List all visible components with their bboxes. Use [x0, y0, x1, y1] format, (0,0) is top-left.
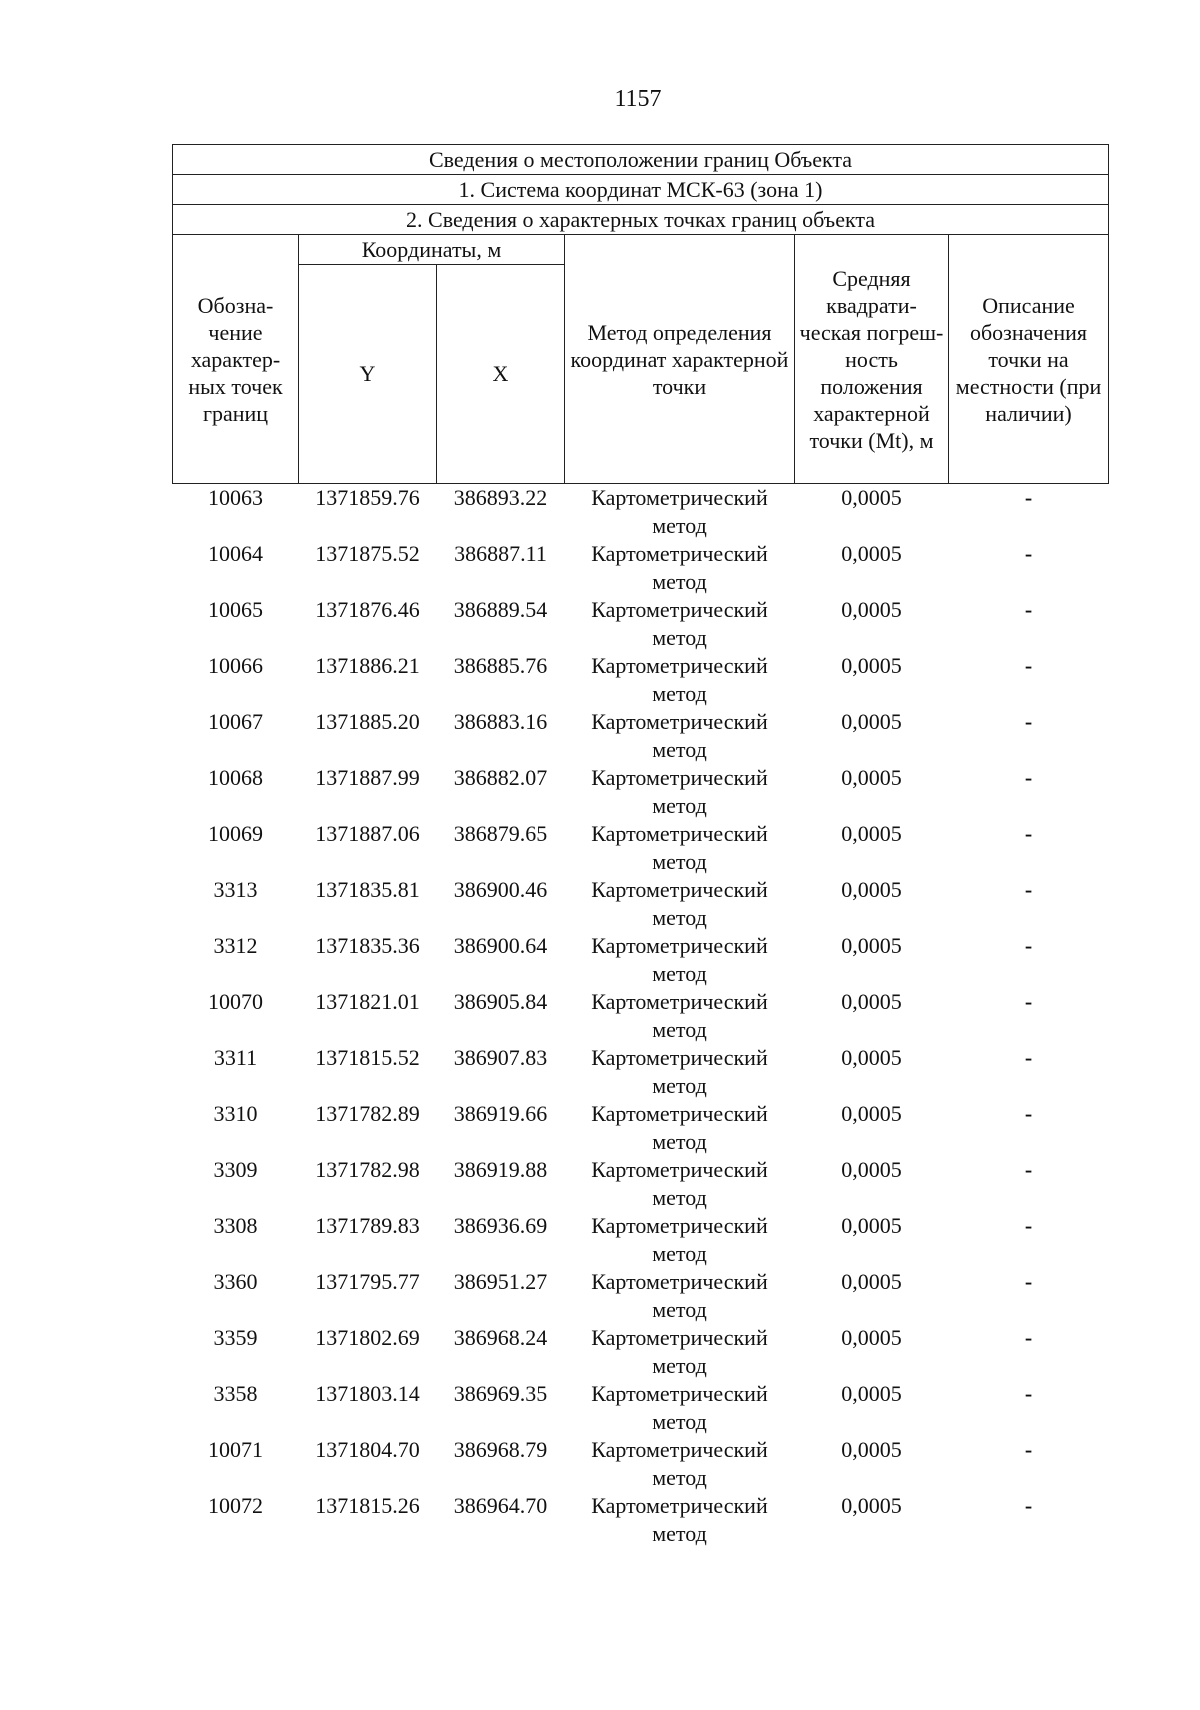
method-line-1: Картометрический	[591, 1437, 768, 1462]
method-cell	[565, 876, 795, 932]
y-coordinate-cell: 1371803.14	[315, 1381, 420, 1406]
method-line-2: метод	[652, 1017, 707, 1042]
point-designation-cell: 3311	[213, 1045, 258, 1070]
table-title: Сведения о местоположении границ Объекта	[173, 145, 1109, 175]
method-line-1: Картометрический	[591, 877, 768, 902]
description-cell: -	[1024, 1493, 1033, 1518]
boundary-points-table	[172, 144, 1109, 1548]
rms-error-cell: 0,0005	[841, 1045, 902, 1070]
description-cell: -	[1024, 653, 1033, 678]
table-row	[173, 484, 1109, 541]
y-coordinate-cell: 1371835.36	[315, 933, 420, 958]
rms-error-cell: 0,0005	[841, 765, 902, 790]
point-designation-cell: 10064	[208, 541, 263, 566]
y-coordinate-cell: 1371782.89	[315, 1101, 420, 1126]
rms-error-cell: 0,0005	[841, 1381, 902, 1406]
x-coordinate-cell: 386951.27	[453, 1269, 548, 1294]
table-row	[173, 1156, 1109, 1212]
x-coordinate-cell: 386893.22	[453, 485, 548, 510]
header-point-designation: Обозна- чение характер- ных точек границ	[173, 235, 299, 484]
rms-error-cell: 0,0005	[841, 1157, 902, 1182]
table-row	[173, 1380, 1109, 1436]
point-designation-cell: 10066	[208, 653, 263, 678]
y-coordinate-cell: 1371815.52	[315, 1045, 420, 1070]
method-line-1: Картометрический	[591, 1381, 768, 1406]
point-designation-cell: 3308	[213, 1213, 258, 1238]
method-line-2: метод	[652, 1465, 707, 1490]
method-line-1: Картометрический	[591, 653, 768, 678]
method-line-1: Картометрический	[591, 1325, 768, 1350]
method-line-2: метод	[652, 1129, 707, 1154]
method-line-1: Картометрический	[591, 933, 768, 958]
point-designation-cell: 3312	[213, 933, 258, 958]
y-coordinate-cell: 1371795.77	[315, 1269, 420, 1294]
x-coordinate-cell: 386969.35	[453, 1381, 548, 1406]
method-line-1: Картометрический	[591, 541, 768, 566]
method-line-2: метод	[652, 961, 707, 986]
table-row	[173, 596, 1109, 652]
description-cell: -	[1024, 1381, 1033, 1406]
x-coordinate-cell: 386907.83	[453, 1045, 548, 1070]
rms-error-cell: 0,0005	[841, 1437, 902, 1462]
point-designation-cell: 3313	[213, 877, 258, 902]
method-cell	[565, 988, 795, 1044]
y-coordinate-cell: 1371815.26	[315, 1493, 420, 1518]
method-line-2: метод	[652, 1241, 707, 1266]
table-row	[173, 1212, 1109, 1268]
method-line-1: Картометрический	[591, 597, 768, 622]
rms-error-cell: 0,0005	[841, 709, 902, 734]
x-coordinate-cell: 386919.66	[453, 1101, 548, 1126]
table-row	[173, 932, 1109, 988]
y-coordinate-cell: 1371835.81	[315, 877, 420, 902]
header-y: Y	[299, 265, 437, 484]
description-cell: -	[1024, 1213, 1033, 1238]
coordinate-system-heading: 1. Система координат МСК-63 (зона 1)	[173, 175, 1109, 205]
method-cell	[565, 1212, 795, 1268]
y-coordinate-cell: 1371802.69	[315, 1325, 420, 1350]
method-cell	[565, 1100, 795, 1156]
description-cell: -	[1024, 541, 1033, 566]
table-row	[173, 1100, 1109, 1156]
method-line-1: Картометрический	[591, 709, 768, 734]
x-coordinate-cell: 386919.88	[453, 1157, 548, 1182]
method-cell	[565, 540, 795, 596]
method-line-2: метод	[652, 569, 707, 594]
method-line-2: метод	[652, 1073, 707, 1098]
y-coordinate-cell: 1371804.70	[315, 1437, 420, 1462]
method-line-1: Картометрический	[591, 1213, 768, 1238]
y-coordinate-cell: 1371875.52	[315, 541, 420, 566]
table-row	[173, 876, 1109, 932]
method-line-1: Картометрический	[591, 1045, 768, 1070]
table-header	[173, 145, 1109, 484]
description-cell: -	[1024, 1045, 1033, 1070]
rms-error-cell: 0,0005	[841, 933, 902, 958]
point-designation-cell: 10063	[208, 485, 263, 510]
y-coordinate-cell: 1371876.46	[315, 597, 420, 622]
rms-error-cell: 0,0005	[841, 653, 902, 678]
x-coordinate-cell: 386900.64	[453, 933, 548, 958]
point-designation-cell: 3360	[213, 1269, 258, 1294]
method-line-1: Картометрический	[591, 1101, 768, 1126]
method-line-2: метод	[652, 849, 707, 874]
point-designation-cell: 3358	[213, 1381, 258, 1406]
description-cell: -	[1024, 821, 1033, 846]
method-cell	[565, 932, 795, 988]
point-designation-cell: 10070	[208, 989, 263, 1014]
method-cell	[565, 820, 795, 876]
table-row	[173, 764, 1109, 820]
y-coordinate-cell: 1371782.98	[315, 1157, 420, 1182]
x-coordinate-cell: 386882.07	[453, 765, 548, 790]
description-cell: -	[1024, 597, 1033, 622]
x-coordinate-cell: 386905.84	[453, 989, 548, 1014]
header-rms-error: Средняя квадрати- ческая погреш- ность положения характерной точки (Mt), м	[795, 235, 949, 484]
method-cell	[565, 1156, 795, 1212]
x-coordinate-cell: 386964.70	[453, 1493, 548, 1518]
method-cell	[565, 1492, 795, 1548]
rms-error-cell: 0,0005	[841, 485, 902, 510]
method-line-1: Картометрический	[591, 485, 768, 510]
table-row	[173, 1044, 1109, 1100]
method-cell	[565, 652, 795, 708]
point-designation-cell: 10067	[208, 709, 263, 734]
x-coordinate-cell: 386968.24	[453, 1325, 548, 1350]
description-cell: -	[1024, 765, 1033, 790]
method-cell	[565, 1324, 795, 1380]
method-line-2: метод	[652, 1353, 707, 1378]
method-cell	[565, 596, 795, 652]
x-coordinate-cell: 386883.16	[453, 709, 548, 734]
rms-error-cell: 0,0005	[841, 541, 902, 566]
description-cell: -	[1024, 1269, 1033, 1294]
table-row	[173, 652, 1109, 708]
method-line-1: Картометрический	[591, 1269, 768, 1294]
method-line-2: метод	[652, 737, 707, 762]
rms-error-cell: 0,0005	[841, 821, 902, 846]
y-coordinate-cell: 1371887.99	[315, 765, 420, 790]
method-cell	[565, 764, 795, 820]
table-row	[173, 820, 1109, 876]
rms-error-cell: 0,0005	[841, 989, 902, 1014]
method-cell	[565, 1380, 795, 1436]
table-row	[173, 1268, 1109, 1324]
rms-error-cell: 0,0005	[841, 1101, 902, 1126]
method-cell	[565, 484, 795, 541]
description-cell: -	[1024, 709, 1033, 734]
y-coordinate-cell: 1371859.76	[315, 485, 420, 510]
description-cell: -	[1024, 989, 1033, 1014]
header-method: Метод определения координат характерной точки	[565, 235, 795, 484]
method-line-2: метод	[652, 793, 707, 818]
y-coordinate-cell: 1371886.21	[315, 653, 420, 678]
y-coordinate-cell: 1371885.20	[315, 709, 420, 734]
y-coordinate-cell: 1371887.06	[315, 821, 420, 846]
point-designation-cell: 3359	[213, 1325, 258, 1350]
rms-error-cell: 0,0005	[841, 1493, 902, 1518]
method-line-2: метод	[652, 513, 707, 538]
rms-error-cell: 0,0005	[841, 1325, 902, 1350]
table-row	[173, 540, 1109, 596]
x-coordinate-cell: 386887.11	[454, 541, 547, 566]
method-line-2: метод	[652, 625, 707, 650]
method-line-2: метод	[652, 1521, 707, 1546]
table-row	[173, 1436, 1109, 1492]
description-cell: -	[1024, 1325, 1033, 1350]
method-line-2: метод	[652, 1185, 707, 1210]
point-designation-cell: 10069	[208, 821, 263, 846]
y-coordinate-cell: 1371821.01	[315, 989, 420, 1014]
point-designation-cell: 10071	[208, 1437, 263, 1462]
method-cell	[565, 1268, 795, 1324]
method-line-1: Картометрический	[591, 989, 768, 1014]
point-designation-cell: 3309	[213, 1157, 258, 1182]
method-line-2: метод	[652, 681, 707, 706]
description-cell: -	[1024, 485, 1033, 510]
rms-error-cell: 0,0005	[841, 1269, 902, 1294]
description-cell: -	[1024, 933, 1033, 958]
x-coordinate-cell: 386968.79	[453, 1437, 548, 1462]
point-designation-cell: 10072	[208, 1493, 263, 1518]
table-row	[173, 1492, 1109, 1548]
rms-error-cell: 0,0005	[841, 597, 902, 622]
header-coordinates-group: Координаты, м	[299, 235, 565, 265]
rms-error-cell: 0,0005	[841, 877, 902, 902]
header-x: X	[437, 265, 565, 484]
method-line-1: Картометрический	[591, 765, 768, 790]
method-cell	[565, 1436, 795, 1492]
table-row	[173, 1324, 1109, 1380]
method-line-1: Картометрический	[591, 1157, 768, 1182]
table-row	[173, 708, 1109, 764]
table-row	[173, 988, 1109, 1044]
point-designation-cell: 10068	[208, 765, 263, 790]
description-cell: -	[1024, 1157, 1033, 1182]
point-designation-cell: 10065	[208, 597, 263, 622]
x-coordinate-cell: 386885.76	[453, 653, 548, 678]
x-coordinate-cell: 386936.69	[453, 1213, 548, 1238]
table-body	[173, 484, 1109, 1549]
y-coordinate-cell: 1371789.83	[315, 1213, 420, 1238]
x-coordinate-cell: 386889.54	[453, 597, 548, 622]
method-line-2: метод	[652, 905, 707, 930]
x-coordinate-cell: 386879.65	[453, 821, 548, 846]
x-coordinate-cell: 386900.46	[453, 877, 548, 902]
description-cell: -	[1024, 1437, 1033, 1462]
header-description: Описание обозначения точки на местности (при наличии)	[949, 235, 1109, 484]
point-designation-cell: 3310	[213, 1101, 258, 1126]
points-section-heading: 2. Сведения о характерных точках границ объекта	[173, 205, 1109, 235]
method-cell	[565, 1044, 795, 1100]
method-line-1: Картометрический	[591, 1493, 768, 1518]
method-line-2: метод	[652, 1409, 707, 1434]
method-line-1: Картометрический	[591, 821, 768, 846]
page-number: 1157	[614, 86, 662, 112]
method-line-2: метод	[652, 1297, 707, 1322]
method-cell	[565, 708, 795, 764]
description-cell: -	[1024, 877, 1033, 902]
rms-error-cell: 0,0005	[841, 1213, 902, 1238]
description-cell: -	[1024, 1101, 1033, 1126]
